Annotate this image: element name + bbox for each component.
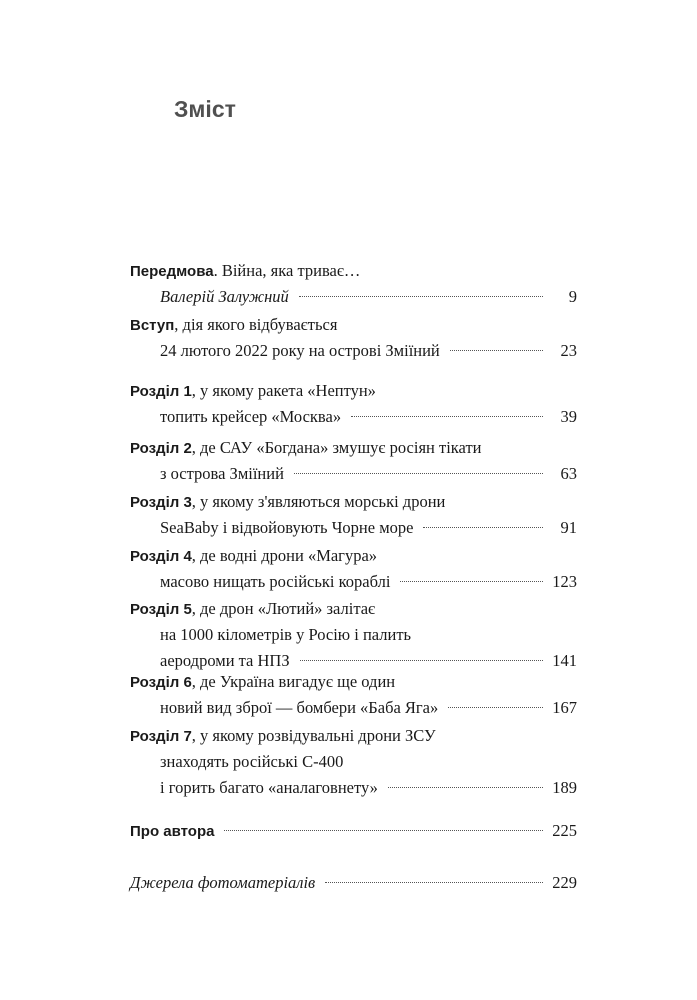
dot-leader: [423, 527, 543, 528]
page-number: 141: [552, 651, 577, 670]
toc-entry-chapter-2[interactable]: [130, 435, 577, 487]
entry-bold-title: Розділ 3: [130, 494, 192, 511]
entry-bold-title: Розділ 1: [130, 383, 192, 400]
toc-entry-chapter-5[interactable]: [130, 596, 577, 674]
entry-bold-title: Розділ 7: [130, 728, 192, 745]
dot-leader: [450, 350, 543, 351]
entry-line: , дія якого відбувається: [174, 315, 338, 334]
toc-entry-photo-sources[interactable]: [130, 870, 577, 896]
dot-leader: [448, 707, 543, 708]
entry-bold-title: Про автора: [130, 823, 215, 840]
toc-entry-about-author[interactable]: [130, 818, 577, 844]
entry-line: топить крейсер «Москва»: [160, 407, 342, 426]
entry-bold-title: Розділ 5: [130, 601, 192, 618]
entry-line: новий вид зброї — бомбери «Баба Яга»: [160, 698, 439, 717]
page-number: 123: [552, 572, 577, 591]
dot-leader: [299, 296, 543, 297]
page-number: 91: [560, 518, 577, 537]
dot-leader: [224, 830, 543, 831]
entry-line: масово нищать російські кораблі: [160, 572, 391, 591]
entry-line: 24 лютого 2022 року на острові Зміїний: [160, 341, 440, 360]
entry-line: , де САУ «Богдана» змушує росіян тікати: [191, 438, 482, 457]
page-number: 63: [560, 464, 577, 483]
entry-line: , у якому ракета «Нептун»: [191, 381, 376, 400]
toc-entry-chapter-6[interactable]: [130, 669, 577, 721]
dot-leader: [400, 581, 543, 582]
toc-entry-chapter-3[interactable]: [130, 489, 577, 541]
entry-line: SeaBaby і відвойовують Чорне море: [160, 518, 414, 537]
toc-entry-chapter-7[interactable]: [130, 723, 577, 801]
dot-leader: [388, 787, 543, 788]
toc-entry-chapter-1[interactable]: [130, 378, 577, 430]
dot-leader: [294, 473, 543, 474]
page-number: 229: [552, 873, 577, 892]
entry-bold-title: Передмова: [130, 263, 214, 280]
page-number: 189: [552, 778, 577, 797]
entry-line: на 1000 кілометрів у Росію і палить: [160, 625, 412, 644]
entry-italic-title: Джерела фотоматеріалів: [130, 873, 316, 892]
entry-line: . Війна, яка триває…: [213, 261, 361, 280]
page-number: 225: [552, 821, 577, 840]
entry-line: , де водні дрони «Магура»: [191, 546, 378, 565]
entry-line: , у якому з'являються морські дрони: [191, 492, 446, 511]
page-number: 39: [560, 407, 577, 426]
page-title: Зміст: [174, 96, 236, 122]
entry-bold-title: Розділ 6: [130, 674, 192, 691]
entry-line: , де Україна вигадує ще один: [191, 672, 396, 691]
entry-line: , де дрон «Лютий» залітає: [191, 599, 376, 618]
entry-bold-title: Вступ: [130, 317, 175, 334]
page-number: 167: [552, 698, 577, 717]
entry-bold-title: Розділ 4: [130, 548, 192, 565]
entry-line: аеродроми та НПЗ: [160, 651, 290, 670]
toc-entry-chapter-4[interactable]: [130, 543, 577, 595]
toc-entry-intro[interactable]: [130, 312, 577, 364]
entry-line: з острова Зміїний: [160, 464, 284, 483]
dot-leader: [325, 882, 543, 883]
entry-bold-title: Розділ 2: [130, 440, 192, 457]
page-number: 9: [568, 287, 577, 306]
entry-line: , у якому розвідувальні дрони ЗСУ: [191, 726, 436, 745]
entry-line: знаходять російські С-400: [160, 752, 344, 771]
toc-entry-foreword[interactable]: [130, 258, 577, 310]
page-number: 23: [560, 341, 577, 360]
dot-leader: [300, 660, 543, 661]
dot-leader: [351, 416, 543, 417]
entry-line: Валерій Залужний: [160, 287, 289, 306]
entry-line: і горить багато «аналаговнету»: [160, 778, 378, 797]
